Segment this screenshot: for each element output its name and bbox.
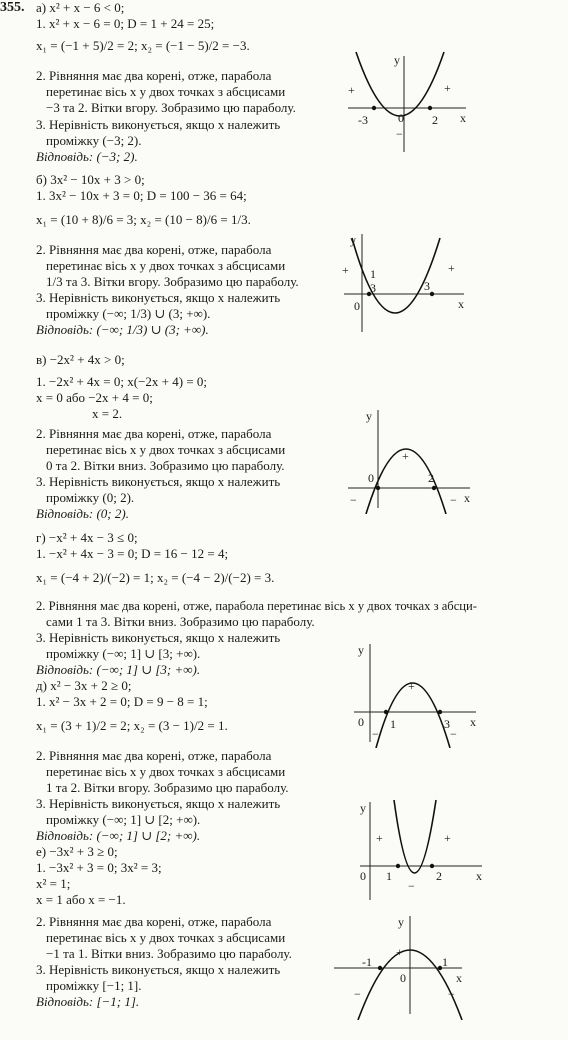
part-g-line-6: проміжку (−∞; 1] ∪ [3; +∞). [46,646,201,661]
graph-e-root2-label: 1 [442,955,448,969]
part-a-line-0: а) x² + x − 6 < 0; [36,0,125,15]
graph-b-plus-left: + [342,263,349,277]
graph-d-root2-label: 2 [436,869,442,883]
part-g-line-1: 1. −x² + 4x − 3 = 0; D = 16 − 12 = 4; [36,546,229,561]
graph-d-origin-label: 0 [360,869,366,883]
graph-d-plus-left: + [376,831,383,845]
part-g-line-4: сами 1 та 3. Вітки вниз. Зобразимо цю параболу. [46,614,315,629]
part-a-line-6: 3. Нерівність виконується, якщо x належить [36,117,281,132]
graph-v-x-label: x [464,491,470,505]
part-a-line-7: проміжку (−3; 2). [46,133,142,148]
part-d-line-1: 1. x² − 3x + 2 = 0; D = 9 − 8 = 1; [36,694,208,709]
graph-d [356,796,486,906]
graph-d-x-label: x [476,869,482,883]
graph-e-minus-left: − [354,987,361,1001]
graph-e-plus: + [396,945,403,959]
exercise-number: 355. [0,0,25,15]
part-e-line-4: 2. Рівняння має два корені, отже, парабола [36,914,272,929]
part-e-line-8: проміжку [−1; 1]. [46,978,142,993]
part-g-line-5: 3. Нерівність виконується, якщо x належить [36,630,281,645]
part-e-line-1: 1. −3x² + 3 = 0; 3x² = 3; [36,860,162,875]
graph-b-root1-den: 3 [370,281,376,295]
graph-g [350,638,480,748]
graph-a-x-label: x [460,111,466,125]
graph-v-minus-left: − [350,493,357,507]
part-e-line-2: x² = 1; [36,876,71,891]
graph-d-plus-right: + [444,831,451,845]
graph-d-minus: − [408,879,415,893]
part-b-line-3: 2. Рівняння має два корені, отже, парабола [36,242,272,257]
part-v-line-1: 1. −2x² + 4x = 0; x(−2x + 4) = 0; [36,374,208,389]
graph-v-origin-label: 0 [368,471,374,485]
part-g-line-2: x₁ = (−4 + 2)/(−2) = 1; x₂ = (−4 − 2)/(−2) = 3. [36,570,275,585]
part-d-line-2: x₁ = (3 + 1)/2 = 2; x₂ = (3 − 1)/2 = 1. [36,718,228,733]
graph-v-root-label: 2 [428,471,434,485]
part-e-line-5: перетинає вісь x у двох точках з абсцисами [46,930,286,945]
graph-e-x-label: x [456,971,462,985]
graph-b [338,228,468,338]
graph-a-plus-right: + [444,81,451,95]
part-a-line-3: 2. Рівняння має два корені, отже, парабола [36,68,272,83]
graph-b-x-label: x [458,297,464,311]
part-d-line-5: 1 та 2. Вітки вгору. Зобразимо цю параболу. [46,780,289,795]
part-g-line-3: 2. Рівняння має два корені, отже, парабола перетинає вісь x у двох точках з абсци- [36,599,477,613]
part-b-line-6: 3. Нерівність виконується, якщо x належить [36,290,281,305]
graph-e-y-label: y [398,915,404,929]
part-e-answer: Відповідь: [−1; 1]. [36,994,140,1009]
graph-g-root1-label: 1 [390,717,396,731]
part-a-answer: Відповідь: (−3; 2). [36,149,138,164]
graph-e-root1-label: -1 [362,955,372,969]
part-b-line-2: x₁ = (10 + 8)/6 = 3; x₂ = (10 − 8)/6 = 1/3. [36,212,251,227]
part-d-line-6: 3. Нерівність виконується, якщо x належить [36,796,281,811]
part-a-line-4: перетинає вісь x у двох точках з абсцисами [46,84,286,99]
graph-v-minus-right: − [450,493,457,507]
graph-a-root1-label: -3 [358,113,368,127]
graph-e [330,910,466,1020]
part-e-line-6: −1 та 1. Вітки вниз. Зобразимо цю параболу. [46,946,292,961]
graph-g-plus: + [408,679,415,693]
part-a-line-1: 1. x² + x − 6 = 0; D = 1 + 24 = 25; [36,16,215,31]
part-g-answer: Відповідь: (−∞; 1] ∪ [3; +∞). [36,662,201,677]
part-d-line-3: 2. Рівняння має два корені, отже, парабола [36,748,272,763]
graph-g-y-label: y [358,643,364,657]
part-b-line-7: проміжку (−∞; 1/3) ∪ (3; +∞). [46,306,211,321]
graph-a-plus-left: + [348,83,355,97]
part-d-answer: Відповідь: (−∞; 1] ∪ [2; +∞). [36,828,201,843]
part-e-line-3: x = 1 або x = −1. [36,892,126,907]
graph-a [340,50,470,160]
part-e-line-7: 3. Нерівність виконується, якщо x належить [36,962,281,977]
graph-b-origin-label: 0 [354,299,360,313]
graph-e-minus-right: − [448,987,455,1001]
graph-g-minus-right: − [450,727,457,741]
graph-g-minus-left: − [372,727,379,741]
part-v-line-7: 3. Нерівність виконується, якщо x належить [36,474,281,489]
part-v-line-0: в) −2x² + 4x > 0; [36,352,125,367]
part-v-answer: Відповідь: (0; 2). [36,506,129,521]
graph-b-root2-label: 3 [424,279,430,293]
part-d-line-4: перетинає вісь x у двох точках з абсцисами [46,764,286,779]
part-b-line-1: 1. 3x² − 10x + 3 = 0; D = 100 − 36 = 64; [36,188,247,203]
graph-a-y-label: y [394,53,400,67]
part-e-line-0: е) −3x² + 3 ≥ 0; [36,844,118,859]
graph-a-origin-label: 0 [398,111,404,125]
part-d-line-0: д) x² − 3x + 2 ≥ 0; [36,678,132,693]
graph-a-minus: − [396,127,403,141]
part-v-line-2: x = 0 або −2x + 4 = 0; [36,390,153,405]
graph-b-plus-right: + [448,261,455,275]
part-b-line-5: 1/3 та 3. Вітки вгору. Зобразимо цю параболу. [46,274,299,289]
part-v-line-5: перетинає вісь x у двох точках з абсцисами [46,442,286,457]
graph-g-x-label: x [470,715,476,729]
graph-v [344,404,474,514]
part-d-line-7: проміжку (−∞; 1] ∪ [2; +∞). [46,812,201,827]
graph-a-root2-label: 2 [432,113,438,127]
part-g-line-0: г) −x² + 4x − 3 ≤ 0; [36,530,138,545]
part-a-line-2: x₁ = (−1 + 5)/2 = 2; x₂ = (−1 − 5)/2 = −3. [36,38,250,53]
part-v-line-8: проміжку (0; 2). [46,490,135,505]
graph-e-origin-label: 0 [400,971,406,985]
graph-v-y-label: y [366,409,372,423]
graph-v-plus: + [402,449,409,463]
part-a-line-5: −3 та 2. Вітки вгору. Зобразимо цю параболу. [46,100,296,115]
graph-b-y-label: y [350,233,356,247]
graph-d-root1-label: 1 [386,869,392,883]
graph-g-origin-label: 0 [358,715,364,729]
part-b-line-4: перетинає вісь x у двох точках з абсцисами [46,258,286,273]
graph-d-y-label: y [360,801,366,815]
part-b-line-0: б) 3x² − 10x + 3 > 0; [36,172,145,187]
part-v-line-6: 0 та 2. Вітки вниз. Зобразимо цю параболу. [46,458,285,473]
graph-b-root1-num: 1 [370,267,376,281]
graph-g-root2-label: 3 [444,717,450,731]
part-b-answer: Відповідь: (−∞; 1/3) ∪ (3; +∞). [36,322,209,337]
part-v-line-3: x = 2. [92,406,123,421]
part-v-line-4: 2. Рівняння має два корені, отже, парабола [36,426,272,441]
